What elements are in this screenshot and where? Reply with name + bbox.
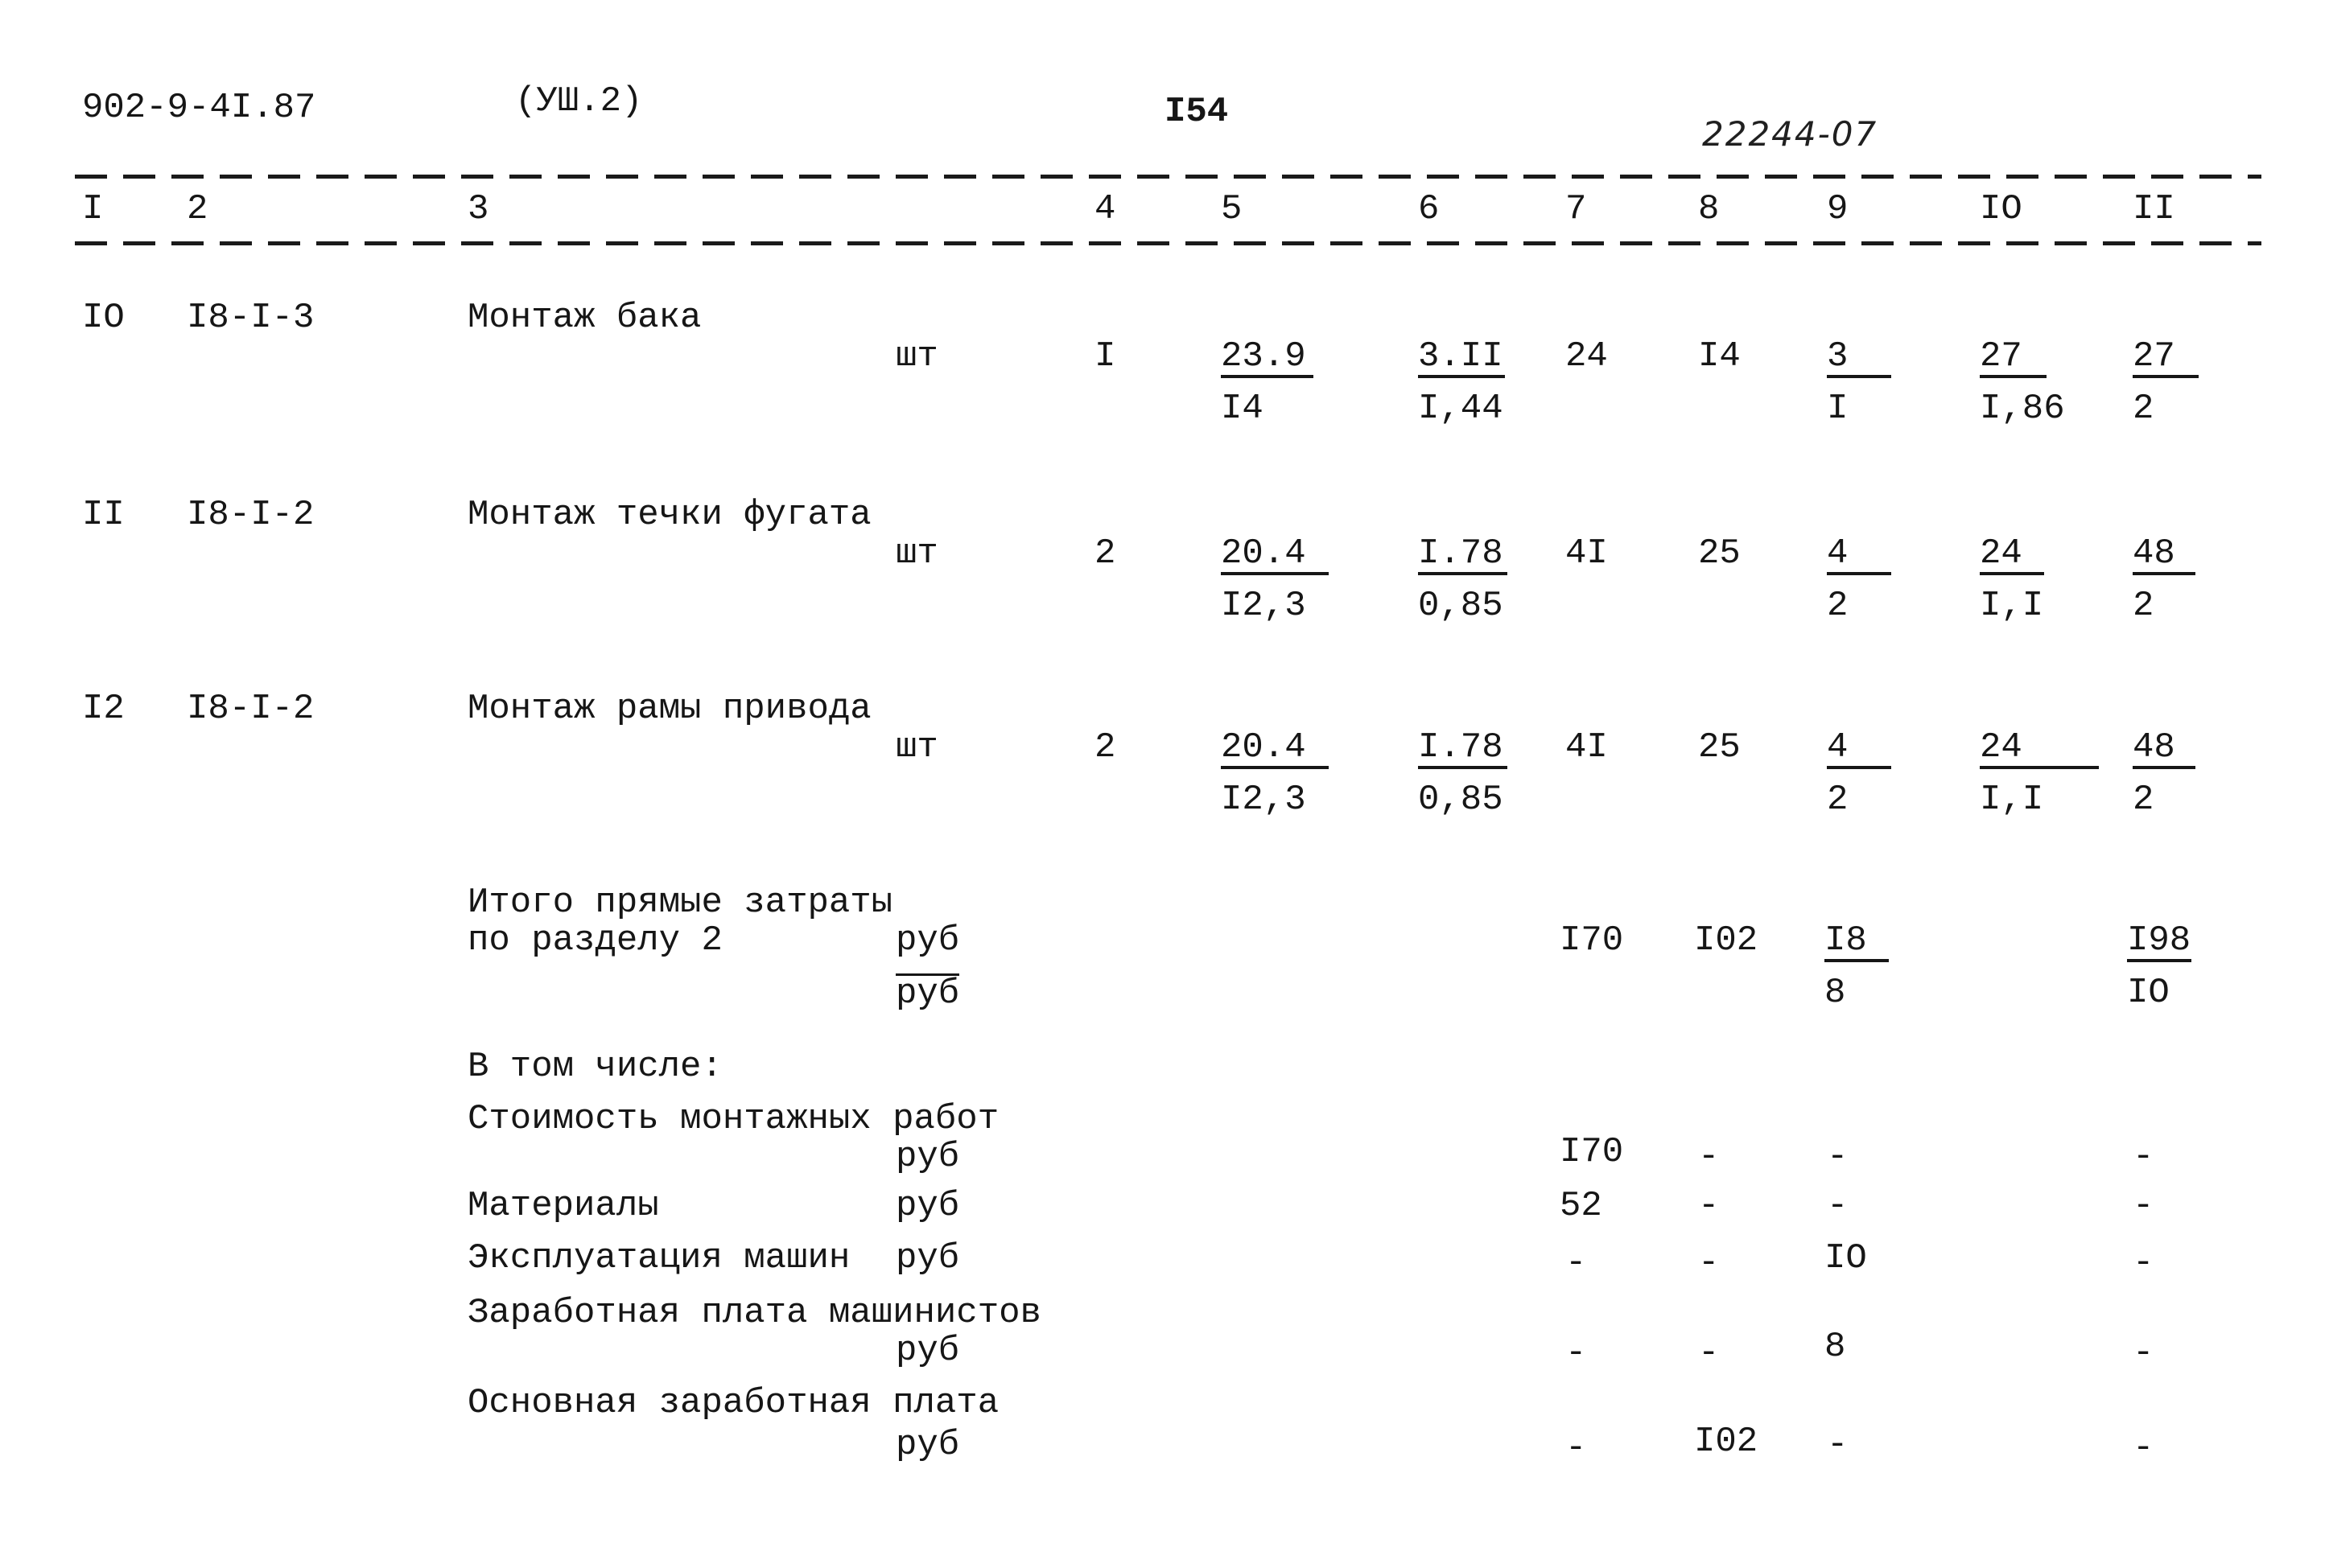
col9-fraction [1827,336,1956,429]
col6-top-value: I.78 [1418,730,1507,769]
handwritten-number: 22244-07 [1702,114,1878,154]
col10-bottom-value: I,I [1980,780,2044,820]
col5-top-value: 20.4 [1221,536,1329,575]
breakdown-unit: руб [896,1331,960,1371]
table-row [0,300,2329,445]
breakdown-col7-value: I70 [1560,1132,1624,1172]
totals-block [0,885,2329,1030]
col9-fraction [1827,533,1956,626]
totals-col9-top-value: I8 [1824,923,1889,962]
totals-col9-bottom-value: 8 [1824,973,1846,1013]
breakdown-col7-value: - [1565,1333,1587,1373]
col5-top-value: 23.9 [1221,339,1313,378]
col6-fraction [1418,727,1547,820]
breakdown-col9-value: - [1827,1137,1849,1177]
col10-top-value: 27 [1980,339,2047,378]
col10-bottom-value: I,86 [1980,389,2065,429]
breakdown-label: Материалы [468,1186,659,1226]
column-header-11: II [2133,189,2175,229]
column-header-3: 3 [468,189,489,229]
breakdown-unit: руб [896,1186,960,1226]
col5-bottom-value: I4 [1221,389,1263,429]
column-header-4: 4 [1094,189,1116,229]
col11-bottom-value: 2 [2133,780,2154,820]
row-number: II [82,495,125,535]
col7-value: 4I [1565,533,1608,574]
col6-bottom-value: 0,85 [1418,586,1503,626]
col9-bottom-value: 2 [1827,780,1849,820]
breakdown-label: Основная заработная плата [468,1383,1000,1423]
totals-unit-top: руб [896,920,960,961]
breakdown-unit: руб [896,1238,960,1278]
col10-fraction [1980,533,2108,626]
totals-unit-bottom: руб [896,973,960,1014]
row-number: IO [82,298,125,338]
totals-col11-bottom-value: IO [2127,973,2170,1013]
breakdown-col9-value: 8 [1824,1327,1846,1367]
totals-col9-fraction [1824,920,1953,1013]
col9-bottom-value: 2 [1827,586,1849,626]
col8-value: I4 [1698,336,1741,377]
breakdown-col11-value: - [2133,1186,2154,1226]
col5-fraction [1221,533,1350,626]
col11-bottom-value: 2 [2133,586,2154,626]
totals-col11-fraction [2127,920,2256,1013]
work-name: Монтаж бака [468,298,702,338]
col5-bottom-value: I2,3 [1221,780,1306,820]
quantity: I [1094,336,1116,377]
section-label: (УШ.2) [515,81,643,121]
col5-top-value: 20.4 [1221,730,1329,769]
col7-value: 24 [1565,336,1608,377]
dashed-rule-bottom [75,241,2261,245]
col11-top-value: 27 [2133,339,2199,378]
col9-top-value: 4 [1827,730,1891,769]
unit: шт [896,533,938,574]
breakdown-label: Заработная плата машинистов [468,1293,1041,1333]
breakdown-col11-value: - [2133,1243,2154,1283]
breakdown-col8-value: I02 [1694,1422,1758,1462]
breakdown-col8-value: - [1698,1243,1720,1283]
breakdown-col8-value: - [1698,1186,1720,1226]
norm-code: I8-I-2 [187,689,315,729]
totals-col7-value: I70 [1560,920,1624,961]
col6-bottom-value: 0,85 [1418,780,1503,820]
breakdown-label: Стоимость монтажных работ [468,1099,1000,1139]
col5-fraction [1221,336,1350,429]
table-row [0,691,2329,836]
col9-top-value: 3 [1827,339,1891,378]
col10-bottom-value: I,I [1980,586,2044,626]
col9-bottom-value: I [1827,389,1849,429]
col11-fraction [2133,533,2261,626]
column-header-6: 6 [1418,189,1440,229]
col6-fraction [1418,533,1547,626]
breakdown-col7-value: 52 [1560,1186,1602,1226]
col11-fraction [2133,336,2261,429]
row-number: I2 [82,689,125,729]
col10-fraction [1980,336,2108,429]
unit: шт [896,336,938,377]
col7-value: 4I [1565,727,1608,768]
column-header-10: IO [1980,189,2022,229]
doc-code: 902-9-4I.87 [82,88,316,128]
breakdown-label: Эксплуатация машин [468,1238,851,1278]
col5-fraction [1221,727,1350,820]
col6-bottom-value: I,44 [1418,389,1503,429]
column-header-9: 9 [1827,189,1849,229]
breakdown-col9-value: IO [1824,1238,1867,1278]
col10-fraction [1980,727,2108,820]
breakdown-col9-value: - [1827,1425,1849,1465]
totals-col8-value: I02 [1694,920,1758,961]
col9-top-value: 4 [1827,536,1891,575]
quantity: 2 [1094,727,1116,768]
page-number: I54 [1164,92,1229,132]
col10-top-value: 24 [1980,730,2099,769]
breakdown-unit: руб [896,1137,960,1177]
breakdown-col9-value: - [1827,1186,1849,1226]
norm-code: I8-I-3 [187,298,315,338]
col11-top-value: 48 [2133,536,2195,575]
breakdown-col8-value: - [1698,1137,1720,1177]
col8-value: 25 [1698,727,1741,768]
col11-top-value: 48 [2133,730,2195,769]
col9-fraction [1827,727,1956,820]
work-name: Монтаж рамы привода [468,689,872,729]
table-row [0,497,2329,642]
breakdown-unit: руб [896,1425,960,1465]
breakdown-col11-value: - [2133,1137,2154,1177]
quantity: 2 [1094,533,1116,574]
work-name: Монтаж течки фугата [468,495,872,535]
breakdown-col11-value: - [2133,1333,2154,1373]
col10-top-value: 24 [1980,536,2044,575]
breakdown-heading: В том числе: [468,1047,723,1087]
column-header-5: 5 [1221,189,1243,229]
breakdown-col8-value: - [1698,1333,1720,1373]
col8-value: 25 [1698,533,1741,574]
column-header-8: 8 [1698,189,1720,229]
unit: шт [896,727,938,768]
column-header-7: 7 [1565,189,1587,229]
norm-code: I8-I-2 [187,495,315,535]
col6-fraction [1418,336,1547,429]
breakdown-col11-value: - [2133,1428,2154,1468]
col11-fraction [2133,727,2261,820]
breakdown-col7-value: - [1565,1243,1587,1283]
dashed-rule-top [75,175,2261,179]
col11-bottom-value: 2 [2133,389,2154,429]
col6-top-value: I.78 [1418,536,1507,575]
totals-label-line1: Итого прямые затраты [468,883,893,923]
col5-bottom-value: I2,3 [1221,586,1306,626]
column-header-1: I [82,189,104,229]
totals-label-line2: по разделу 2 [468,920,723,961]
col6-top-value: 3.II [1418,339,1505,378]
breakdown-col7-value: - [1565,1428,1587,1468]
totals-col11-top-value: I98 [2127,920,2191,961]
column-header-2: 2 [187,189,208,229]
